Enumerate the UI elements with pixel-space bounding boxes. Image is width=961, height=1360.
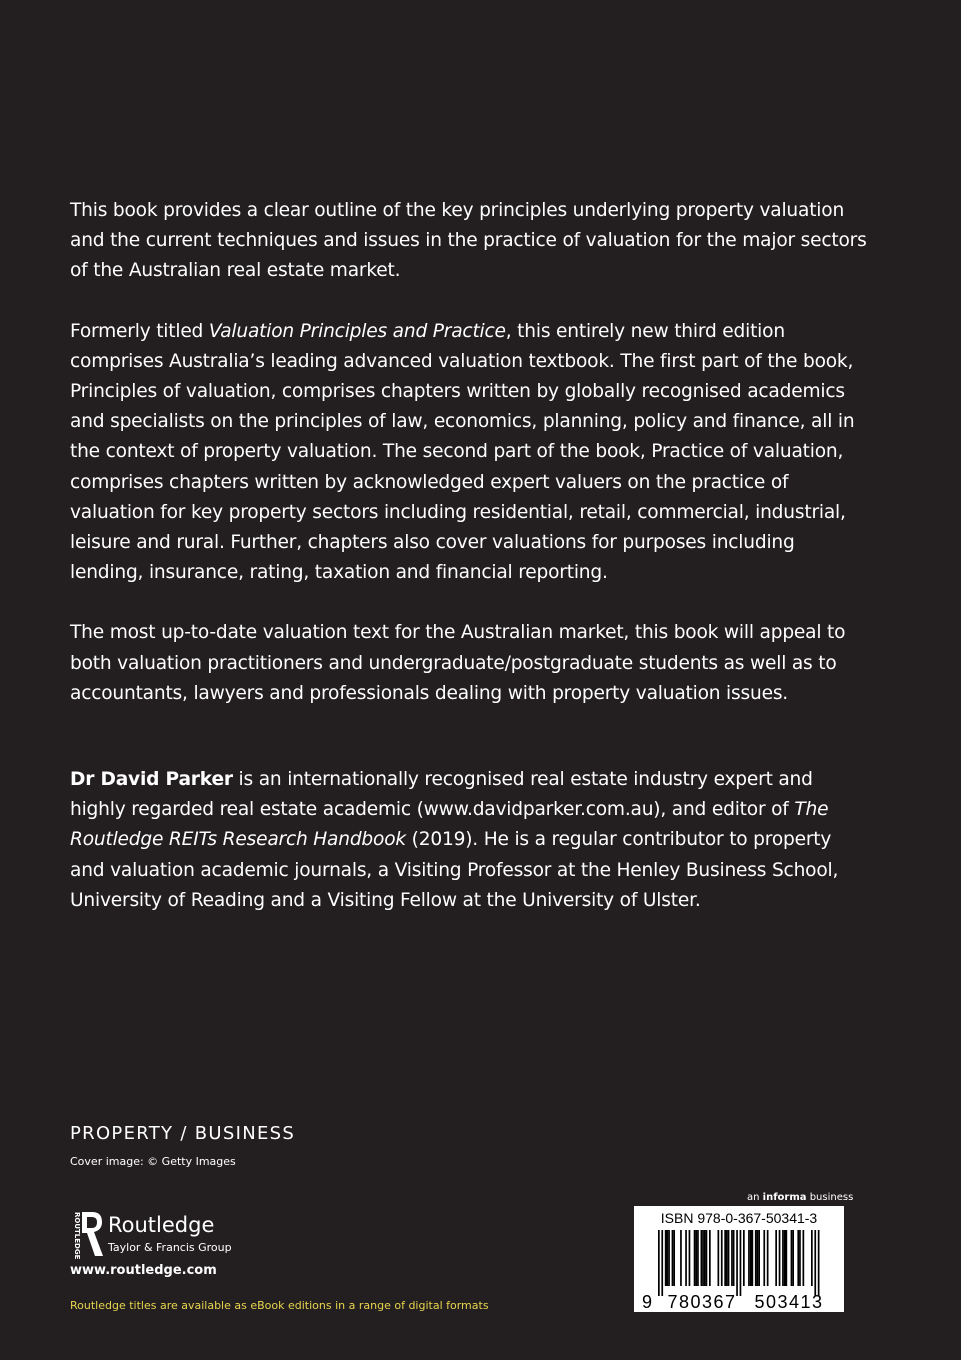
barcode-bar	[750, 1230, 752, 1286]
author-bio-paragraph	[70, 765, 870, 916]
barcode-bar	[685, 1230, 687, 1286]
barcode-bar	[758, 1230, 760, 1286]
barcode-bar	[818, 1230, 820, 1296]
barcode-bar	[721, 1230, 723, 1286]
informa-suffix: business	[806, 1192, 854, 1203]
logo-mark-text: ROUTLEDGE	[73, 1212, 81, 1260]
barcode-bar	[775, 1230, 777, 1286]
bio-text-2: (2019). He is a regular contributor to property and valuation academic journals, a Visiting Professor at the Henley Business School, University of Reading and a Visiting Fellow at the University of Ulster.	[70, 829, 839, 911]
informa-tagline	[747, 1192, 853, 1203]
isbn-barcode	[634, 1206, 844, 1312]
barcode-graphic	[634, 1206, 844, 1312]
barcode-bar	[724, 1230, 726, 1286]
barcode-bar	[799, 1230, 801, 1286]
barcode-bar	[767, 1230, 769, 1286]
barcode-bar	[755, 1230, 757, 1286]
barcode-bar	[689, 1230, 691, 1286]
barcode-bar	[791, 1230, 793, 1286]
barcode-bar	[782, 1230, 784, 1286]
barcode-bar	[704, 1230, 706, 1286]
barcode-bar	[743, 1230, 745, 1286]
informa-prefix: an	[747, 1192, 763, 1203]
subject-category: PROPERTY / BUSINESS	[70, 1123, 296, 1144]
barcode-bar	[748, 1230, 750, 1286]
barcode-bar	[757, 1230, 759, 1286]
barcode-bar	[803, 1230, 805, 1286]
barcode-bar	[728, 1230, 730, 1286]
barcode-bar	[736, 1230, 738, 1296]
barcode-bar	[668, 1230, 670, 1286]
barcode-bar	[680, 1230, 682, 1286]
barcode-bar	[673, 1230, 675, 1286]
barcode-digits-right: 503413	[754, 1292, 824, 1312]
publisher-logo	[68, 1210, 268, 1260]
author-name: Dr David Parker	[70, 769, 233, 790]
barcode-bar	[784, 1230, 786, 1286]
barcode-bar	[694, 1230, 696, 1286]
barcode-bar	[706, 1230, 708, 1286]
edited-book-title: The Routledge REITs Research Handbook	[70, 799, 829, 851]
barcode-bar	[814, 1230, 816, 1296]
barcode-bar	[665, 1230, 667, 1286]
barcode-bar	[709, 1230, 711, 1286]
barcode-bar	[811, 1230, 813, 1286]
barcode-digit-first: 9	[642, 1292, 653, 1312]
informa-brand: informa	[762, 1192, 807, 1203]
barcode-bar	[733, 1230, 735, 1286]
barcode-bar	[658, 1230, 660, 1296]
blurb	[70, 196, 870, 709]
publisher-group: Taylor & Francis Group	[108, 1241, 232, 1254]
barcode-bar	[702, 1230, 704, 1286]
barcode-bar	[740, 1230, 742, 1296]
barcode-bar	[763, 1230, 765, 1286]
barcode-bar	[752, 1230, 754, 1286]
barcode-bar	[697, 1230, 699, 1286]
barcode-bar	[672, 1230, 674, 1286]
barcode-bar	[786, 1230, 788, 1286]
routledge-logo-icon	[68, 1210, 104, 1260]
barcode-bar	[667, 1230, 669, 1286]
barcode-bar	[726, 1230, 728, 1286]
blurb-paragraph-2	[70, 317, 870, 589]
barcode-bar	[661, 1230, 663, 1296]
author-bio	[70, 765, 870, 916]
isbn-label: ISBN 978-0-367-50341-3	[660, 1210, 818, 1226]
blurb-p2-prefix: Formerly titled	[70, 320, 209, 342]
blurb-paragraph-3: The most up-to-date valuation text for the Australian market, this book will appeal to both valuation practitioners and undergraduate/postgraduate students as well as to accountants, lawyers and professionals dealing with property valuation issues.	[70, 622, 846, 704]
barcode-bar	[731, 1230, 733, 1286]
former-title: Valuation Principles and Practice	[208, 320, 506, 342]
publisher-website: www.routledge.com	[70, 1263, 217, 1278]
ebook-note: Routledge titles are available as eBook editions in a range of digital formats	[70, 1299, 489, 1312]
barcode-bar	[779, 1230, 781, 1286]
barcode-bar	[718, 1230, 720, 1286]
barcode-bar	[797, 1230, 799, 1286]
cover-credit: Cover image: © Getty Images	[70, 1155, 236, 1168]
barcode-bar	[792, 1230, 794, 1286]
barcode-bar	[695, 1230, 697, 1286]
barcode-digits-left: 780367	[667, 1292, 737, 1312]
blurb-p2-rest: , this entirely new third edition comprises Australia’s leading advanced valuation textbook. The first part of the book, Principles of valuation, comprises chapters written by globally recognised academics and specialists on the principles of law, economics, planning, policy and finance, all in the context of property valuation. The second part of the book, Practice of valuation, comprises chapters written by acknowledged expert valuers on the practice of valuation for key property sectors including residential, retail, commercial, industrial, leisure and rural. Further, chapters also cover valuations for purposes including lending, insurance, rating, taxation and financial reporting.	[70, 320, 855, 584]
blurb-paragraph-1: This book provides a clear outline of the key principles underlying property valuation and the current techniques and issues in the practice of valuation for the major sectors of the Australian real estate market.	[70, 200, 867, 282]
publisher-name: Routledge	[108, 1213, 215, 1237]
bio-text-1: is an internationally recognised real estate industry expert and highly regarded real estate academic (www.davidparker.com.au), and editor of	[70, 769, 813, 821]
barcode-bar	[701, 1230, 703, 1286]
